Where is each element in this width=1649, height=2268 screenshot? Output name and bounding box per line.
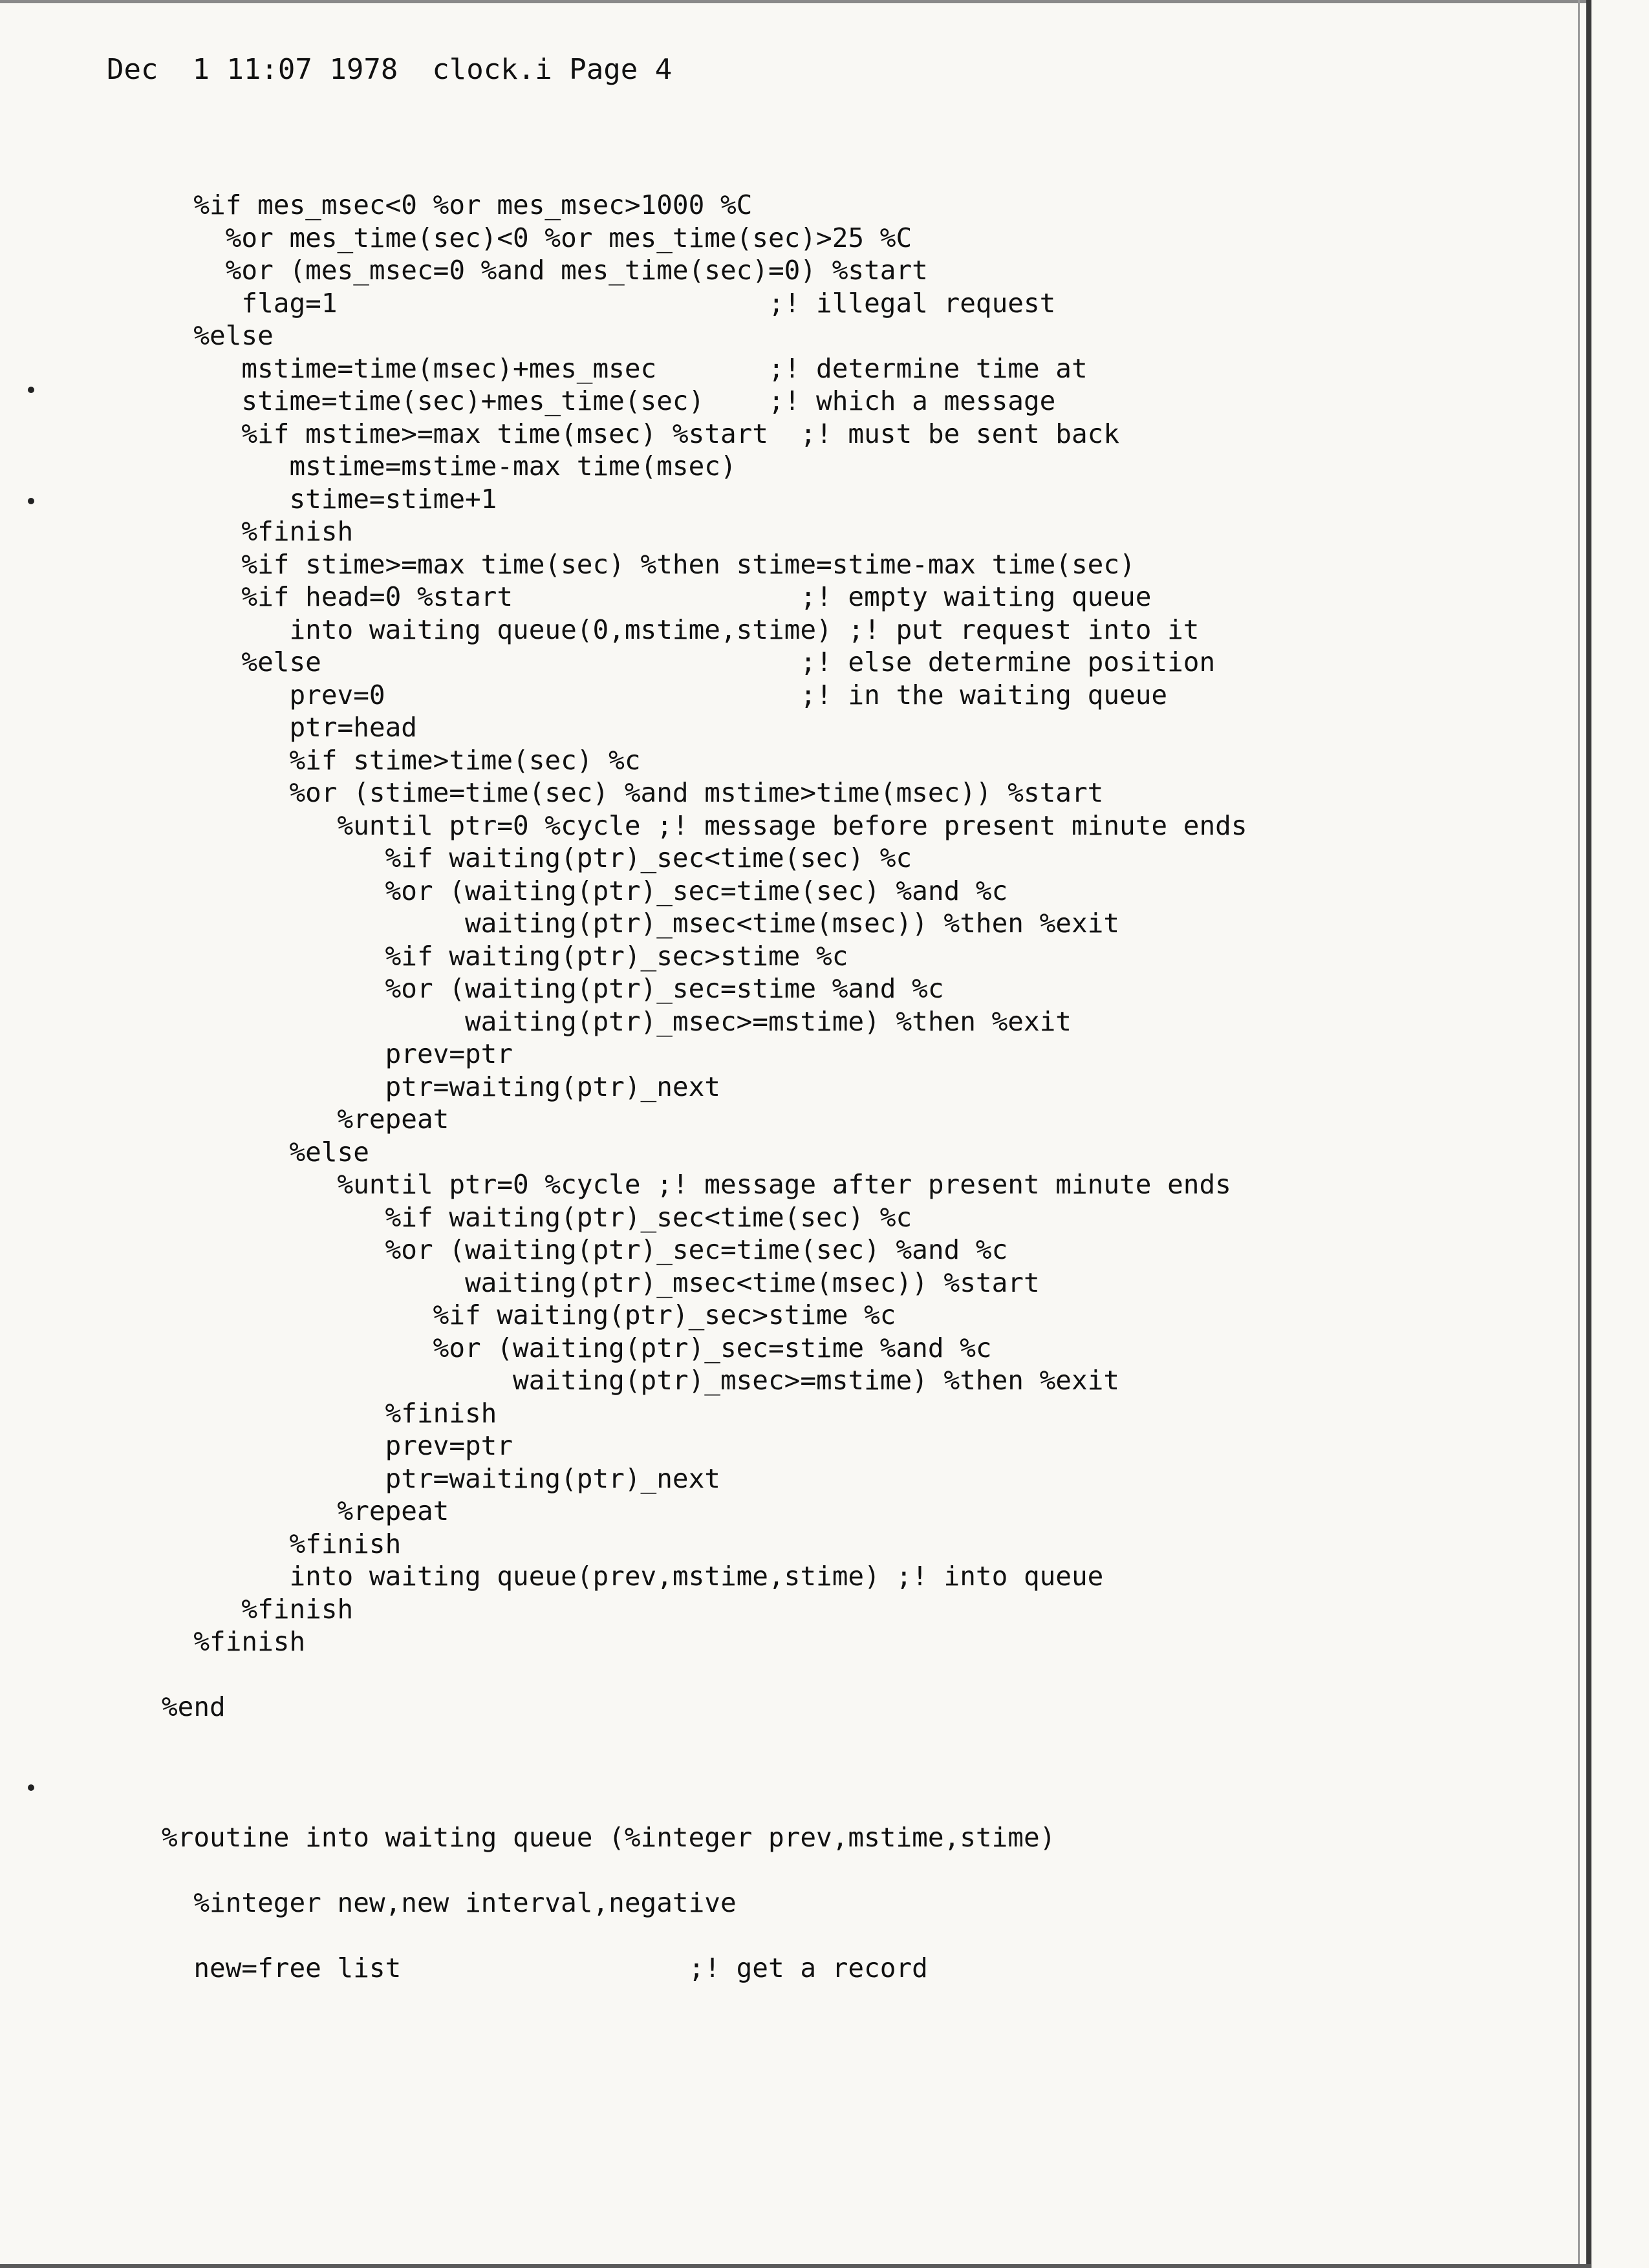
code-line: prev=0 ;! in the waiting queue (162, 679, 1168, 711)
code-line (162, 1658, 1247, 1691)
code-line: %or (waiting(ptr)_sec=stime %and %c (162, 1332, 992, 1364)
code-listing (162, 189, 1247, 1985)
code-line: %if mes_msec<0 %or mes_msec>1000 %C (162, 189, 753, 220)
code-line (162, 1920, 1247, 1952)
code-line: %integer new,new interval,negative (162, 1887, 737, 1918)
code-line: %finish (162, 516, 354, 547)
margin-speck (28, 498, 34, 504)
code-line: waiting(ptr)_msec<time(msec)) %then %exit (162, 908, 1120, 939)
code-line: prev=ptr (162, 1038, 513, 1069)
code-line (162, 1756, 1247, 1789)
code-line: into waiting queue(prev,mstime,stime) ;! into queue (162, 1561, 1104, 1592)
code-line: mstime=mstime-max time(msec) (162, 451, 737, 482)
code-line: waiting(ptr)_msec>=mstime) %then %exit (162, 1005, 1072, 1037)
code-line: %if mstime>=max time(msec) %start ;! must be sent back (162, 418, 1120, 449)
code-line (162, 1854, 1247, 1887)
code-line: %else (162, 1136, 369, 1168)
code-line: flag=1 ;! illegal request (162, 287, 1056, 319)
code-line: %finish (162, 1397, 497, 1429)
code-line (162, 1789, 1247, 1822)
page-right-edge (1586, 0, 1591, 2268)
code-line: into waiting queue(0,mstime,stime) ;! put request into it (162, 614, 1200, 645)
code-line: prev=ptr (162, 1430, 513, 1461)
code-line: %until ptr=0 %cycle ;! message before present minute ends (162, 809, 1247, 841)
code-line: new=free list ;! get a record (162, 1952, 928, 1984)
code-line: %or mes_time(sec)<0 %or mes_time(sec)>25 %C (162, 222, 912, 253)
code-line: stime=stime+1 (162, 483, 497, 515)
code-line: %routine into waiting queue (%integer prev,mstime,stime) (162, 1822, 1056, 1853)
code-line: %if waiting(ptr)_sec>stime %c (162, 940, 848, 972)
code-line: %if waiting(ptr)_sec<time(sec) %c (162, 842, 912, 873)
margin-speck (28, 1784, 34, 1791)
code-line: %finish (162, 1626, 306, 1657)
code-line: %end (162, 1691, 226, 1722)
code-line: %or (waiting(ptr)_sec=time(sec) %and %c (162, 875, 1008, 906)
page-header: Dec 1 11:07 1978 clock.i Page 4 (107, 53, 673, 86)
code-line: %or (mes_msec=0 %and mes_time(sec)=0) %start (162, 255, 928, 286)
code-line: %if head=0 %start ;! empty waiting queue (162, 581, 1152, 612)
code-line: %else ;! else determine position (162, 647, 1216, 678)
code-line: %until ptr=0 %cycle ;! message after present minute ends (162, 1169, 1231, 1200)
code-line: %or (waiting(ptr)_sec=time(sec) %and %c (162, 1234, 1008, 1265)
code-line: %else (162, 320, 274, 351)
code-line: ptr=waiting(ptr)_next (162, 1462, 720, 1494)
code-line: %if waiting(ptr)_sec<time(sec) %c (162, 1201, 912, 1233)
code-line: %repeat (162, 1104, 449, 1135)
code-line: %if waiting(ptr)_sec>stime %c (162, 1300, 896, 1331)
code-line: %if stime>=max time(sec) %then stime=stime-max time(sec) (162, 548, 1136, 580)
code-line: ptr=head (162, 712, 417, 743)
code-line (162, 1724, 1247, 1757)
page-right-shadow (1578, 0, 1580, 2268)
code-line: ptr=waiting(ptr)_next (162, 1071, 720, 1102)
page-bottom-edge (0, 2264, 1591, 2268)
code-line: %repeat (162, 1495, 449, 1526)
page-top-edge (0, 0, 1591, 3)
margin-speck (28, 387, 34, 393)
code-line: waiting(ptr)_msec<time(msec)) %start (162, 1267, 1040, 1298)
code-line: stime=time(sec)+mes_time(sec) ;! which a message (162, 385, 1056, 416)
code-line: %or (waiting(ptr)_sec=stime %and %c (162, 973, 944, 1004)
code-line: %if stime>time(sec) %c (162, 744, 641, 776)
code-line: %or (stime=time(sec) %and mstime>time(msec)) %start (162, 777, 1104, 808)
code-line: %finish (162, 1528, 402, 1559)
code-line: %finish (162, 1593, 354, 1625)
code-line: waiting(ptr)_msec>=mstime) %then %exit (162, 1365, 1120, 1396)
code-line: mstime=time(msec)+mes_msec ;! determine time at (162, 352, 1088, 384)
